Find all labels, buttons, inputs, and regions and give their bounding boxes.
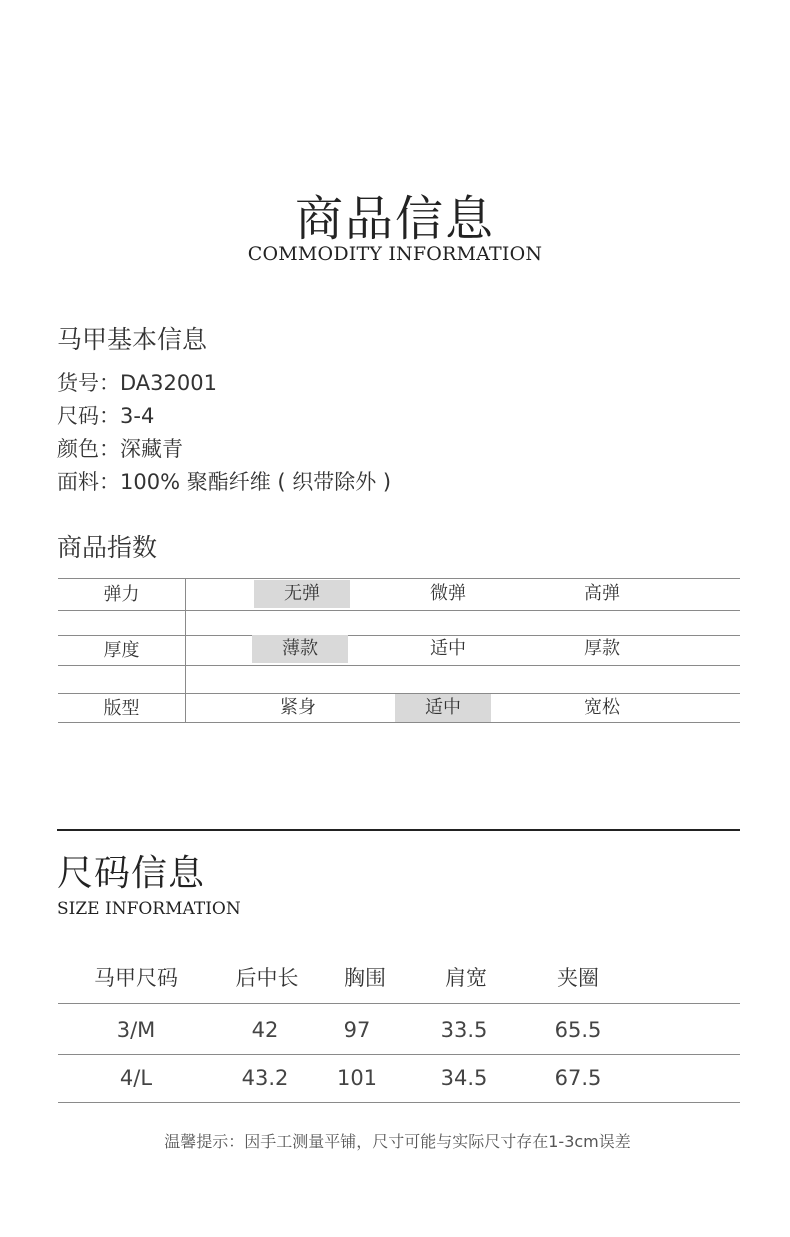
table-rule [58, 1102, 740, 1103]
size-cell: 43.2 [241, 1066, 289, 1090]
index-label-thickness: 厚度 [103, 640, 140, 661]
basic-info-heading: 马甲基本信息 [57, 325, 208, 354]
size-cell: 101 [336, 1066, 378, 1090]
index-option-selected: 适中 [395, 694, 491, 722]
size-cell: 67.5 [554, 1066, 602, 1090]
index-label-elasticity: 弹力 [103, 584, 140, 605]
index-option-selected: 无弹 [254, 580, 350, 608]
page-subtitle: COMMODITY INFORMATION [247, 243, 543, 265]
size-cell: 97 [343, 1018, 371, 1042]
size-cell: 4/L [119, 1066, 153, 1090]
size-header-cell: 胸围 [344, 966, 386, 990]
size-subtitle: SIZE INFORMATION [57, 899, 241, 919]
info-color: 颜色：深藏青 [57, 437, 183, 461]
size-title: 尺码信息 [57, 853, 206, 894]
table-divider [185, 578, 186, 723]
size-cell: 34.5 [440, 1066, 488, 1090]
size-header-cell: 后中长 [235, 966, 299, 990]
index-option-selected: 薄款 [252, 635, 348, 663]
table-rule [58, 1003, 740, 1004]
size-header-cell: 马甲尺码 [94, 966, 178, 990]
size-cell: 33.5 [440, 1018, 488, 1042]
table-rule [58, 610, 740, 611]
index-label-fit: 版型 [103, 698, 140, 719]
page-title: 商品信息 [294, 191, 495, 247]
index-option: 紧身 [280, 697, 316, 718]
info-material: 面料：100% 聚酯纤维 ( 织带除外 ) [57, 470, 392, 494]
section-divider [57, 829, 740, 831]
table-rule [58, 1054, 740, 1055]
table-rule [58, 665, 740, 666]
index-option: 高弹 [584, 583, 620, 604]
size-cell: 65.5 [554, 1018, 602, 1042]
info-sku: 货号：DA32001 [57, 371, 217, 395]
table-rule [58, 578, 740, 579]
index-option: 微弹 [430, 583, 466, 604]
index-option: 适中 [430, 638, 466, 659]
index-option: 宽松 [584, 697, 620, 718]
size-cell: 3/M [116, 1018, 156, 1042]
size-cell: 42 [251, 1018, 279, 1042]
index-heading: 商品指数 [57, 533, 158, 562]
measurement-note: 温馨提示：因手工测量平铺，尺寸可能与实际尺寸存在1-3cm误差 [164, 1132, 631, 1151]
size-header-cell: 夹圈 [557, 966, 599, 990]
index-option: 厚款 [584, 638, 620, 659]
info-size: 尺码：3-4 [57, 404, 155, 428]
size-header-cell: 肩宽 [445, 966, 487, 990]
